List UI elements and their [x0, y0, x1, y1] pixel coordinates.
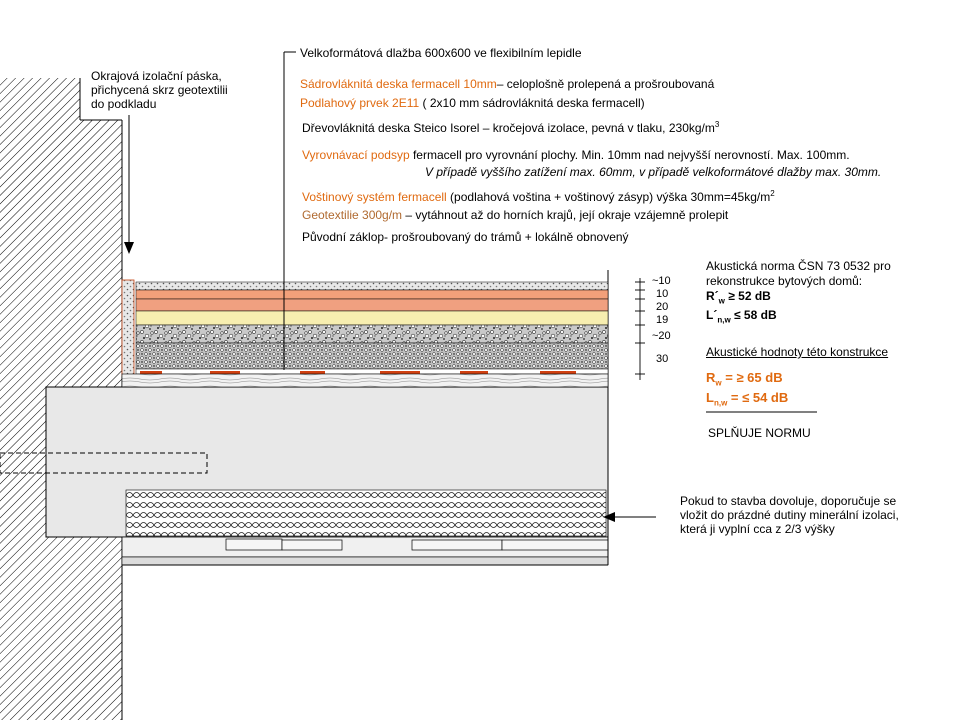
insulation-note-line2: vložit do prázdné dutiny minerální izolaci, [680, 508, 899, 522]
dim-3: 19 [656, 314, 669, 326]
acoustic-norm-line1: Akustická norma ČSN 73 0532 pro [706, 259, 891, 273]
acoustic-norm [706, 259, 891, 328]
rw-req-value: ≥ 52 dB [724, 289, 771, 303]
dim-1: 10 [656, 288, 669, 300]
rw-req-sub: w [718, 296, 725, 306]
rw-symbol: R [706, 370, 716, 385]
acoustic-norm-rw [706, 289, 891, 308]
dim-2: 20 [656, 301, 669, 313]
mineral-wool [126, 490, 606, 536]
label-geotextile [302, 208, 728, 222]
label-honeycomb-sup: 2 [770, 189, 775, 198]
dim-5: 30 [656, 353, 669, 365]
ln-req-symbol: L´ [706, 308, 718, 323]
ln-req-sub: n,w [717, 315, 731, 325]
floor-layers [122, 282, 608, 387]
construction-title: Akustické hodnoty této konstrukce [706, 345, 889, 359]
rw-value: = ≥ 65 dB [721, 370, 783, 385]
insulation-note-line3: která ji vyplní cca z 2/3 výšky [680, 522, 835, 536]
verdict: SPLŇUJE NORMU [708, 426, 811, 440]
label-honeycomb [302, 190, 775, 204]
label-geotextile-desc: – vytáhnout až do horních krajů, její okraje vzájemně prolepit [402, 208, 729, 222]
acoustic-norm-ln [706, 308, 891, 327]
label-floor-element-desc: ( 2x10 mm sádrovláknitá deska fermacell) [419, 96, 645, 110]
label-leveling-fill-note: V případě vyššího zatížení max. 60mm, v případě velkoformátové dlažby max. 30mm. [425, 165, 882, 179]
label-floor-element-name: Podlahový prvek 2E11 [300, 96, 420, 110]
label-original-boarding: Původní záklop- prošroubovaný do trámů + lokálně obnovený [302, 230, 629, 244]
construction-rw [706, 370, 783, 391]
label-floor-element [300, 96, 645, 110]
insulation-arrow [603, 512, 656, 522]
label-wood-fiber-sup: 3 [714, 120, 720, 129]
label-leveling-fill-name: Vyrovnávací podsyp [302, 148, 410, 162]
insulation-note-line1: Pokud to stavba dovoluje, doporučuje se [680, 494, 897, 508]
edge-strip-note-line2: přichycená skrz geotextilii [91, 83, 228, 97]
label-wood-fiber-board [302, 121, 719, 135]
label-honeycomb-desc: (podlahová voština + voštinový zásyp) výška 30mm=45kg/m [446, 190, 771, 204]
insulation-note [680, 494, 899, 536]
dim-4: ~20 [652, 330, 671, 342]
construction-ln [706, 390, 788, 411]
rw-req-symbol: R´ [706, 289, 719, 303]
label-honeycomb-name: Voštinový systém fermacell [302, 190, 447, 204]
edge-insulation-strip [122, 280, 134, 376]
edge-strip-note-line1: Okrajová izolační páska, [91, 69, 222, 83]
dimension-chain [635, 278, 645, 380]
rw-sub: w [715, 378, 722, 388]
label-gypsum-board-name: Sádrovláknitá deska fermacell 10mm [300, 77, 497, 91]
ln-req-value: ≤ 58 dB [730, 308, 777, 323]
label-gypsum-board [300, 77, 714, 91]
ln-sub: n,w [713, 398, 728, 408]
ln-symbol: L [706, 390, 714, 405]
label-geotextile-name: Geotextilie 300g/m [302, 208, 403, 222]
edge-strip-note [91, 69, 228, 111]
dim-0: ~10 [652, 275, 671, 287]
label-leveling-fill-desc: fermacell pro vyrovnání plochy. Min. 10mm nad nejvyšší nerovností. Max. 100mm. [409, 148, 850, 162]
edge-strip-note-line3: do podkladu [91, 97, 157, 111]
label-tiles: Velkoformátová dlažba 600x600 ve flexibilním lepidle [300, 46, 582, 60]
label-leveling-fill [302, 148, 850, 162]
label-gypsum-board-desc: – celoplošně prolepená a prošroubovaná [496, 77, 715, 91]
arrow-down-icon [124, 242, 134, 254]
label-wood-fiber-text: Dřevovláknitá deska Steico Isorel – kročejová izolace, pevná v tlaku, 230kg/m [302, 121, 715, 135]
ln-value: = ≤ 54 dB [727, 390, 789, 405]
acoustic-norm-line2: rekonstrukce bytových domů: [706, 274, 863, 288]
